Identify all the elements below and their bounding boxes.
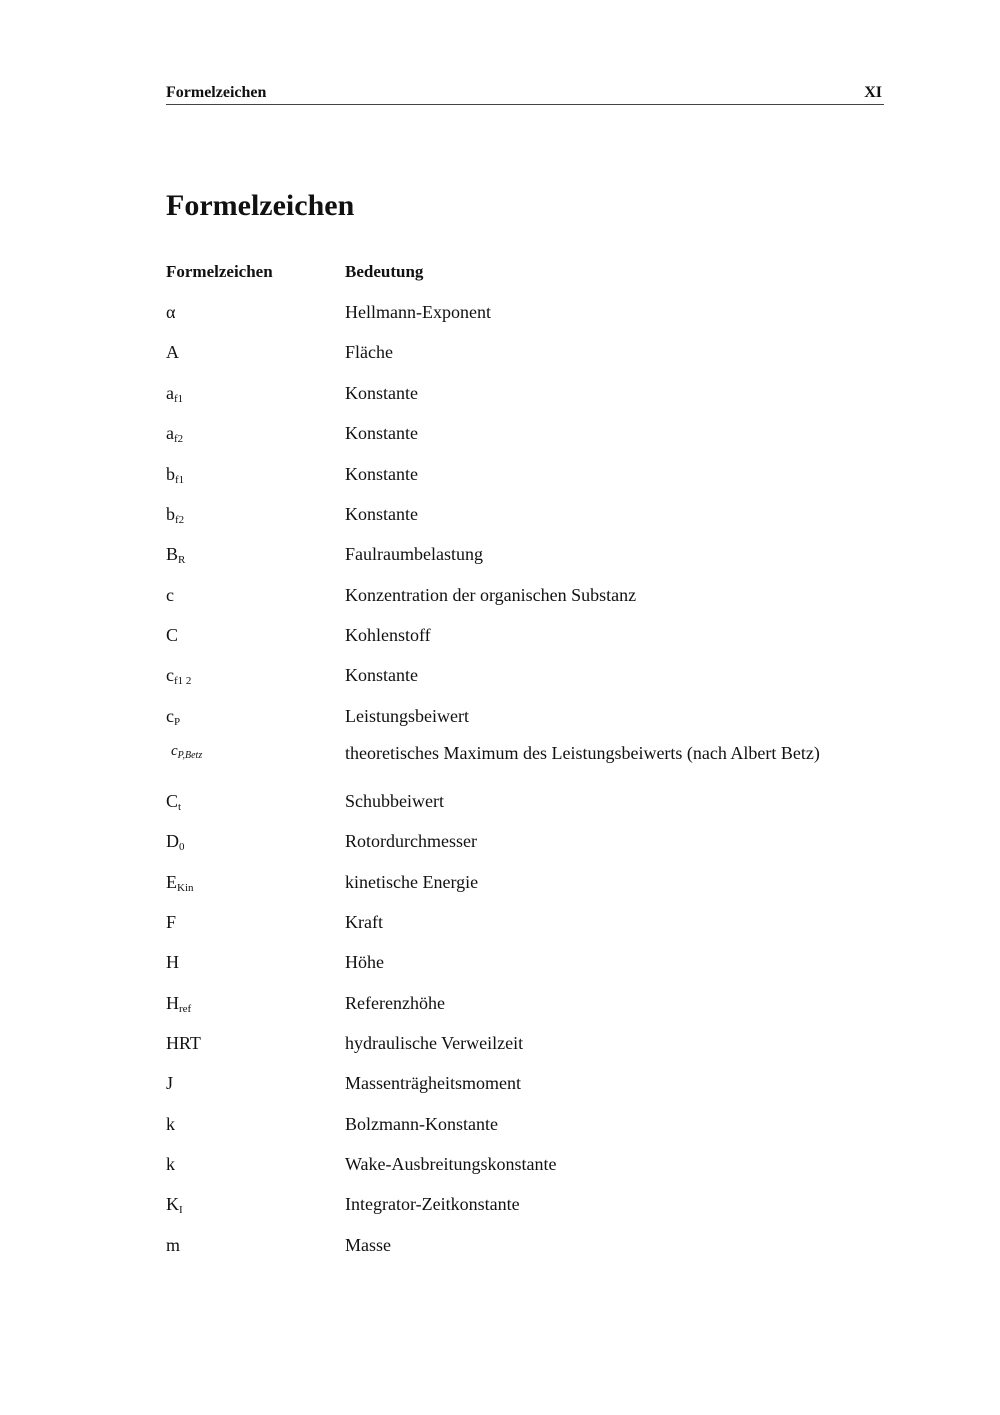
symbol-base: a: [166, 423, 174, 443]
symbol: [166, 544, 185, 566]
symbol: [166, 383, 183, 405]
symbol: [166, 952, 179, 973]
symbol-meaning: Massenträgheitsmoment: [345, 1073, 521, 1093]
symbol-base: b: [166, 504, 175, 524]
symbol-base: H: [166, 993, 179, 1013]
symbol-subscript: P,Betz: [177, 750, 203, 761]
symbol-base: C: [166, 625, 179, 645]
symbol: [166, 342, 179, 363]
symbol-row: [0, 302, 1000, 326]
symbol-row: [0, 791, 1000, 815]
symbol-meaning: hydraulische Verweilzeit: [345, 1033, 524, 1053]
symbol-row: [0, 706, 1000, 730]
symbol-row: [0, 1194, 1000, 1218]
symbol-base: c: [166, 665, 174, 685]
symbol-meaning: Konzentration der organischen Substanz: [345, 585, 637, 605]
symbol-meaning: Konstante: [345, 665, 418, 685]
symbol-base: D: [166, 831, 179, 851]
symbol-row: [0, 952, 1000, 976]
symbol-subscript: P: [174, 716, 181, 728]
symbol-meaning: Konstante: [345, 423, 418, 443]
symbol: [166, 585, 174, 606]
symbol-base: α: [166, 302, 176, 322]
symbol-subscript: R: [178, 554, 186, 566]
symbol: [166, 1073, 173, 1094]
running-header: [166, 84, 884, 105]
symbol-row: [0, 1114, 1000, 1138]
symbol-base: k: [166, 1154, 175, 1174]
page-title: Formelzeichen: [166, 189, 355, 222]
symbol-base: b: [166, 464, 175, 484]
symbol: [166, 706, 180, 728]
symbol-row: [0, 872, 1000, 896]
symbol-meaning: Integrator-Zeitkonstante: [345, 1194, 520, 1214]
symbol: [166, 423, 183, 445]
symbol-row: [0, 423, 1000, 447]
symbol-subscript: ref: [179, 1003, 192, 1015]
symbol-meaning: kinetische Energie: [345, 872, 479, 892]
symbol-meaning: Kraft: [345, 912, 383, 932]
symbol-meaning: Faulraumbelastung: [345, 544, 483, 564]
symbol-meaning: Höhe: [345, 952, 384, 972]
symbol-meaning: Schubbeiwert: [345, 791, 444, 811]
symbol-subscript: t: [178, 801, 182, 813]
symbol-subscript: 0: [179, 841, 185, 853]
symbol-column-header: Formelzeichen: [166, 262, 273, 281]
symbol-row: [0, 665, 1000, 689]
symbol-meaning: Fläche: [345, 342, 393, 362]
symbol-base: B: [166, 544, 179, 564]
symbol-row: [0, 464, 1000, 488]
symbol: [166, 743, 202, 761]
symbol-meaning: Konstante: [345, 504, 418, 524]
symbol-row: [0, 544, 1000, 568]
symbol-meaning: Masse: [345, 1235, 391, 1255]
symbol-row: [0, 504, 1000, 528]
symbol: [166, 665, 191, 687]
symbol-row: [0, 1033, 1000, 1057]
symbol-row: [0, 1073, 1000, 1097]
symbol-base: m: [166, 1235, 181, 1255]
symbol-base: H: [166, 952, 179, 972]
symbol-meaning: Konstante: [345, 383, 418, 403]
symbol-meaning: Referenzhöhe: [345, 993, 445, 1013]
symbol-subscript: f1: [174, 393, 184, 405]
symbol-subscript: f1 2: [174, 675, 192, 687]
symbol-base: HRT: [166, 1033, 201, 1053]
symbol-base: k: [166, 1114, 175, 1134]
symbol-base: c: [171, 743, 178, 759]
symbol-meaning: Leistungsbeiwert: [345, 706, 469, 726]
symbol: [166, 1033, 201, 1054]
symbol-base: F: [166, 912, 177, 932]
symbol-meaning: Rotordurchmesser: [345, 831, 477, 851]
symbol-row: [0, 625, 1000, 649]
symbol: [166, 504, 184, 526]
symbol: [166, 1235, 180, 1256]
symbol-row: [0, 1154, 1000, 1178]
running-header-title: Formelzeichen: [166, 84, 267, 101]
symbol-base: C: [166, 791, 179, 811]
symbol-row: [0, 993, 1000, 1017]
symbol-subscript: f2: [174, 433, 184, 445]
symbol-base: c: [166, 585, 174, 605]
symbol: [166, 912, 176, 933]
symbol-base: E: [166, 872, 177, 892]
symbol-row: [0, 585, 1000, 609]
symbol-meaning: Kohlenstoff: [345, 625, 431, 645]
symbol-base: J: [166, 1073, 174, 1093]
symbol-row: [0, 342, 1000, 366]
symbol: [166, 993, 191, 1015]
symbol-base: A: [166, 342, 179, 362]
symbol: [166, 464, 184, 486]
symbol: [166, 791, 181, 813]
symbol-row: [0, 912, 1000, 936]
symbol: [166, 1154, 175, 1175]
symbol: [166, 1194, 183, 1216]
symbol: [166, 1114, 175, 1135]
symbol-row: [0, 1235, 1000, 1259]
symbol-meaning: Wake-Ausbreitungskonstante: [345, 1154, 557, 1174]
meaning-column-header: Bedeutung: [345, 262, 424, 281]
symbol-meaning: Konstante: [345, 464, 418, 484]
symbol-base: a: [166, 383, 174, 403]
symbol-base: K: [166, 1194, 179, 1214]
symbol: [166, 302, 175, 323]
symbol-subscript: I: [179, 1204, 183, 1216]
symbol-base: c: [166, 706, 174, 726]
symbol-row: [0, 743, 1000, 767]
symbol-meaning: Bolzmann-Konstante: [345, 1114, 498, 1134]
symbol: [166, 831, 185, 853]
symbol-meaning: theoretisches Maximum des Leistungsbeiwerts (nach Albert Betz): [345, 743, 820, 763]
symbol-row: [0, 383, 1000, 407]
symbol-subscript: Kin: [177, 882, 194, 894]
page-number: XI: [864, 84, 882, 101]
symbol-meaning: Hellmann-Exponent: [345, 302, 491, 322]
symbol-subscript: f1: [175, 474, 185, 486]
symbol-row: [0, 831, 1000, 855]
symbol: [166, 872, 194, 894]
symbol: [166, 625, 178, 646]
symbol-subscript: f2: [175, 514, 185, 526]
